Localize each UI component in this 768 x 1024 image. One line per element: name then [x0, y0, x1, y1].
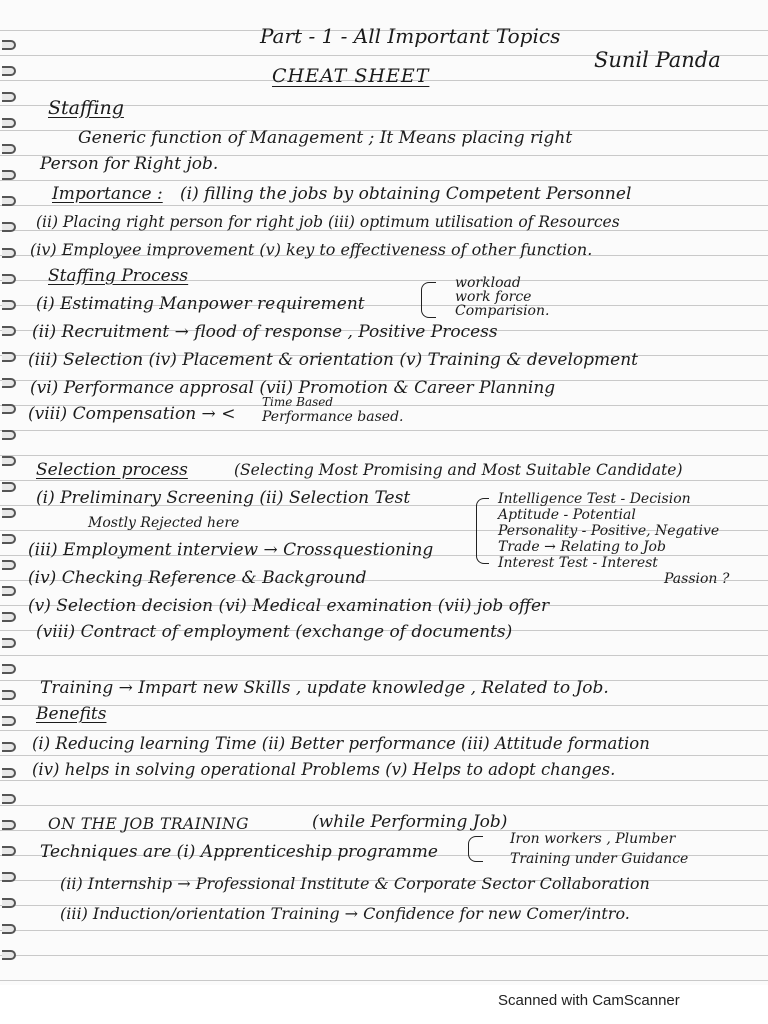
apprenticeship-brace [468, 836, 483, 862]
binding-ring [2, 872, 16, 882]
binding-ring [2, 950, 16, 960]
branch-comparison: Comparision. [455, 303, 550, 319]
process-step-3: (iii) Selection (iv) Placement & orientation (v) Training & development [28, 350, 638, 370]
branch-training-guidance: Training under Guidance [510, 851, 689, 867]
binding-ring [2, 300, 16, 310]
selection-step-1: (i) Preliminary Screening (ii) Selection Test [36, 488, 411, 508]
binding-ring [2, 430, 16, 440]
binding-ring [2, 612, 16, 622]
binding-ring [2, 118, 16, 128]
rejected-note: Mostly Rejected here [88, 515, 240, 531]
binding-ring [2, 378, 16, 388]
staffing-process-heading: Staffing Process [48, 266, 189, 286]
ojt-technique-1: Techniques are (i) Apprenticeship programme [40, 842, 438, 862]
binding-ring [2, 404, 16, 414]
test-aptitude: Aptitude - Potential [498, 507, 636, 523]
binding-ring [2, 92, 16, 102]
selection-step-8: (viii) Contract of employment (exchange of documents) [36, 622, 513, 642]
selection-step-4: (iv) Checking Reference & Background [28, 568, 367, 588]
benefits-line2: (iv) helps in solving operational Problems (v) Helps to adopt changes. [32, 760, 616, 779]
branch-work-force: work force [455, 289, 532, 305]
tests-brace [476, 498, 489, 564]
branch-workload: workload [455, 275, 521, 291]
binding-ring [2, 482, 16, 492]
cheat-sheet-heading: CHEAT SHEET [272, 65, 430, 87]
selection-process-heading: Selection process [36, 460, 188, 480]
branch-iron-workers: Iron workers , Plumber [510, 831, 676, 847]
branch-performance-based: Performance based. [262, 409, 404, 425]
binding-ring [2, 924, 16, 934]
ojt-heading: ON THE JOB TRAINING [48, 815, 249, 833]
selection-step-5: (v) Selection decision (vi) Medical examination (vii) job offer [28, 596, 550, 616]
binding-ring [2, 716, 16, 726]
process-step-2: (ii) Recruitment → flood of response , Positive Process [32, 322, 498, 342]
binding-ring [2, 794, 16, 804]
binding-ring [2, 664, 16, 674]
importance-line3: (iv) Employee improvement (v) key to effectiveness of other function. [30, 240, 593, 259]
binding-ring [2, 66, 16, 76]
benefits-line1: (i) Reducing learning Time (ii) Better performance (iii) Attitude formation [32, 734, 650, 753]
test-intelligence: Intelligence Test - Decision [498, 491, 691, 507]
staffing-heading: Staffing [48, 97, 124, 119]
binding-ring [2, 560, 16, 570]
training-line: Training → Impart new Skills , update knowledge , Related to Job. [40, 678, 609, 698]
ojt-technique-2: (ii) Internship → Professional Institute & Corporate Sector Collaboration [60, 874, 650, 893]
branch-time-based: Time Based [262, 395, 334, 409]
process-step-1: (i) Estimating Manpower requirement [36, 294, 365, 314]
binding-ring [2, 352, 16, 362]
process-step-5: (viii) Compensation → < [28, 404, 236, 424]
importance-line1: (i) filling the jobs by obtaining Competent Personnel [180, 184, 632, 204]
selection-process-note: (Selecting Most Promising and Most Suitable Candidate) [234, 461, 683, 479]
binding-ring [2, 170, 16, 180]
staffing-definition-line2: Person for Right job. [40, 154, 219, 174]
binding-ring [2, 638, 16, 648]
importance-label: Importance : [52, 184, 163, 204]
author-name: Sunil Panda [594, 48, 721, 72]
process-step-4: (vi) Performance approsal (vii) Promotion & Career Planning [30, 378, 556, 398]
test-trade: Trade → Relating to Job [498, 539, 666, 555]
benefits-heading: Benefits [36, 704, 107, 724]
binding-ring [2, 248, 16, 258]
binding-ring [2, 846, 16, 856]
selection-step-3: (iii) Employment interview → Crossquestioning [28, 540, 434, 560]
binding-ring [2, 742, 16, 752]
ojt-technique-3: (iii) Induction/orientation Training → Confidence for new Comer/intro. [60, 904, 630, 923]
test-personality: Personality - Positive, Negative [498, 523, 720, 539]
binding-ring [2, 898, 16, 908]
binding-ring [2, 534, 16, 544]
binding-ring [2, 222, 16, 232]
binding-ring [2, 196, 16, 206]
binding-ring [2, 326, 16, 336]
ojt-note: (while Performing Job) [312, 812, 508, 832]
scanner-watermark: Scanned with CamScanner [498, 992, 680, 1009]
page-title: Part - 1 - All Important Topics [260, 24, 561, 48]
staffing-definition-line1: Generic function of Management ; It Means placing right [78, 128, 573, 148]
binding-ring [2, 508, 16, 518]
binding-ring [2, 144, 16, 154]
binding-ring [2, 40, 16, 50]
test-interest-extra: Passion ? [664, 571, 730, 587]
branch-brace [421, 282, 436, 318]
binding-ring [2, 586, 16, 596]
binding-ring [2, 768, 16, 778]
binding-ring [2, 690, 16, 700]
spiral-binding [0, 0, 18, 985]
test-interest: Interest Test - Interest [498, 555, 658, 571]
binding-ring [2, 456, 16, 466]
binding-ring [2, 820, 16, 830]
importance-line2: (ii) Placing right person for right job (iii) optimum utilisation of Resources [36, 213, 620, 231]
binding-ring [2, 274, 16, 284]
